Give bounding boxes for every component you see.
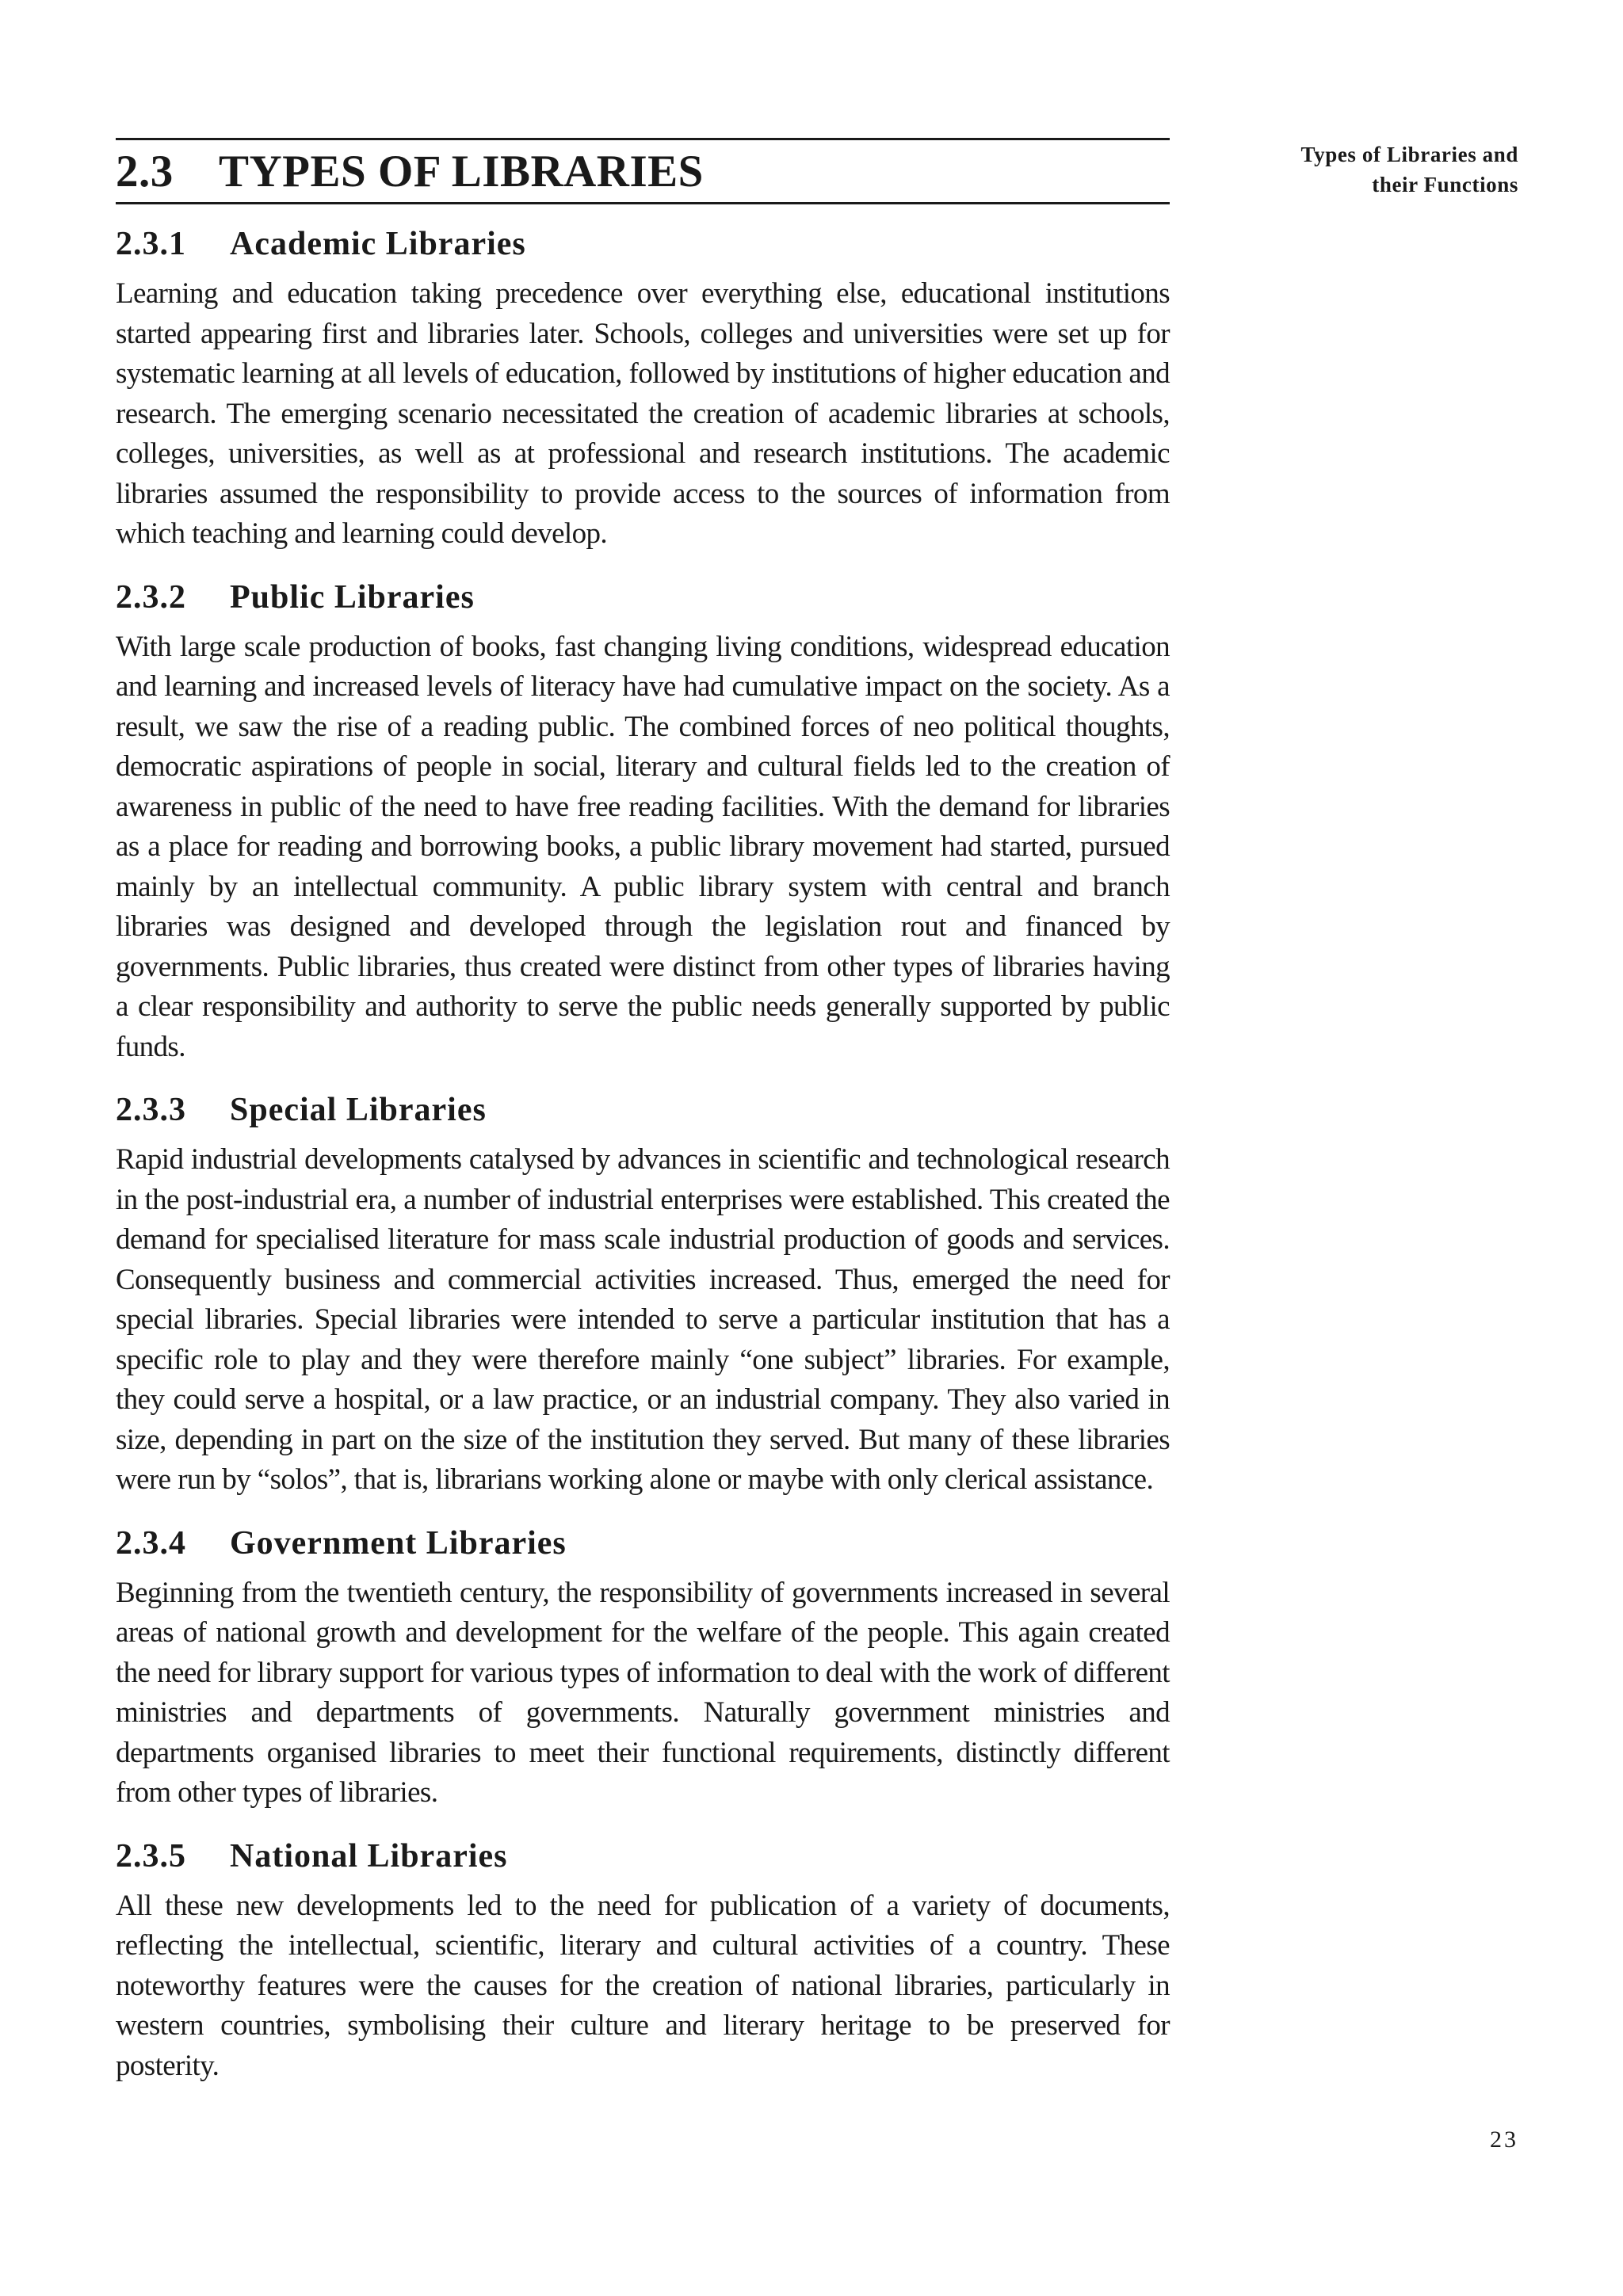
- running-header-line-1: Types of Libraries and: [1300, 143, 1518, 166]
- subsection-national-libraries: [116, 1836, 1170, 2087]
- subsection-public-libraries: [116, 577, 1170, 1068]
- subsection-number: 2.3.4: [116, 1524, 186, 1562]
- subsection-title: Public Libraries: [230, 578, 475, 616]
- subsection-body: With large scale production of books, fast changing living conditions, widespread education and learning and increased levels of literacy have had cumulative impact on the society. As a result, we saw the rise of a reading public. The combined forces of neo political thoughts, democratic aspirations of people in social, literary and cultural fields led to the creation of awareness in public of the need to have free reading facilities. With the demand for libraries as a place for reading and borrowing books, a public library movement had started, pursued mainly by an intellectual community. A public library system with central and branch libraries was designed and developed through the legislation rout and financed by governments. Public libraries, thus created were distinct from other types of libraries having a clear responsibility and authority to serve the public needs generally supported by public funds.: [116, 630, 1170, 1063]
- section-title: TYPES OF LIBRARIES: [219, 147, 704, 196]
- section-number: 2.3: [116, 147, 174, 196]
- subsection-heading: [116, 577, 1170, 618]
- main-column: [116, 138, 1170, 2108]
- subsection-academic-libraries: [116, 223, 1170, 555]
- subsection-special-libraries: [116, 1089, 1170, 1501]
- running-header: [1301, 139, 1518, 200]
- subsection-heading: [116, 1523, 1170, 1564]
- subsection-number: 2.3.3: [116, 1092, 186, 1128]
- subsection-title: Academic Libraries: [230, 226, 526, 262]
- subsection-number: 2.3.1: [116, 226, 186, 262]
- subsection-body: Beginning from the twentieth century, the responsibility of governments increased in several areas of national growth and development for the welfare of the people. This again created the need for library support for various types of information to deal with the work of different ministries and departments of governments. Naturally government ministries and departments organised libraries to meet their functional requirements, distinctly different from other types of libraries.: [116, 1576, 1170, 1809]
- subsection-title: National Libraries: [230, 1837, 508, 1875]
- subsection-title: Government Libraries: [230, 1524, 567, 1562]
- subsection-title: Special Libraries: [230, 1092, 487, 1128]
- section-heading: [116, 138, 1170, 204]
- subsection-heading: [116, 223, 1170, 265]
- subsection-heading: [116, 1089, 1170, 1131]
- subsection-number: 2.3.5: [116, 1837, 186, 1875]
- subsection-government-libraries: [116, 1523, 1170, 1814]
- subsection-body: Learning and education taking precedence over everything else, educational institutions started appearing first and libraries later. Schools, colleges and universities were set up for systematic learning at all levels of education, followed by institutions of higher education and research. The emerging scenario necessitated the creation of academic libraries at schools, colleges, universities, as well as at professional and research institutions. The academic libraries assumed the responsibility to provide access to the sources of information from which teaching and learning could develop.: [116, 277, 1170, 550]
- running-header-line-2: their Functions: [1372, 173, 1518, 196]
- subsection-number: 2.3.2: [116, 578, 186, 616]
- page-number: 23: [1490, 2126, 1518, 2153]
- subsection-body: All these new developments led to the need for publication of a variety of documents, reflecting the intellectual, scientific, literary and cultural activities of a country. These noteworthy features were the causes for the creation of national libraries, particularly in western countries, symbolising their culture and literary heritage to be preserved for posterity.: [116, 1889, 1170, 2082]
- subsection-body: Rapid industrial developments catalysed by advances in scientific and technological research in the post-industrial era, a number of industrial enterprises were established. This created the demand for specialised literature for mass scale industrial production of goods and services. Consequently business and commercial activities increased. Thus, emerged the need for special libraries. Special libraries were intended to serve a particular institution that has a specific role to play and they were therefore mainly “one subject” libraries. For example, they could serve a hospital, or a law practice, or an industrial company. They also varied in size, depending in part on the size of the institution they served. But many of these libraries were run by “solos”, that is, librarians working alone or maybe with only clerical assistance.: [116, 1143, 1170, 1496]
- subsection-heading: [116, 1836, 1170, 1877]
